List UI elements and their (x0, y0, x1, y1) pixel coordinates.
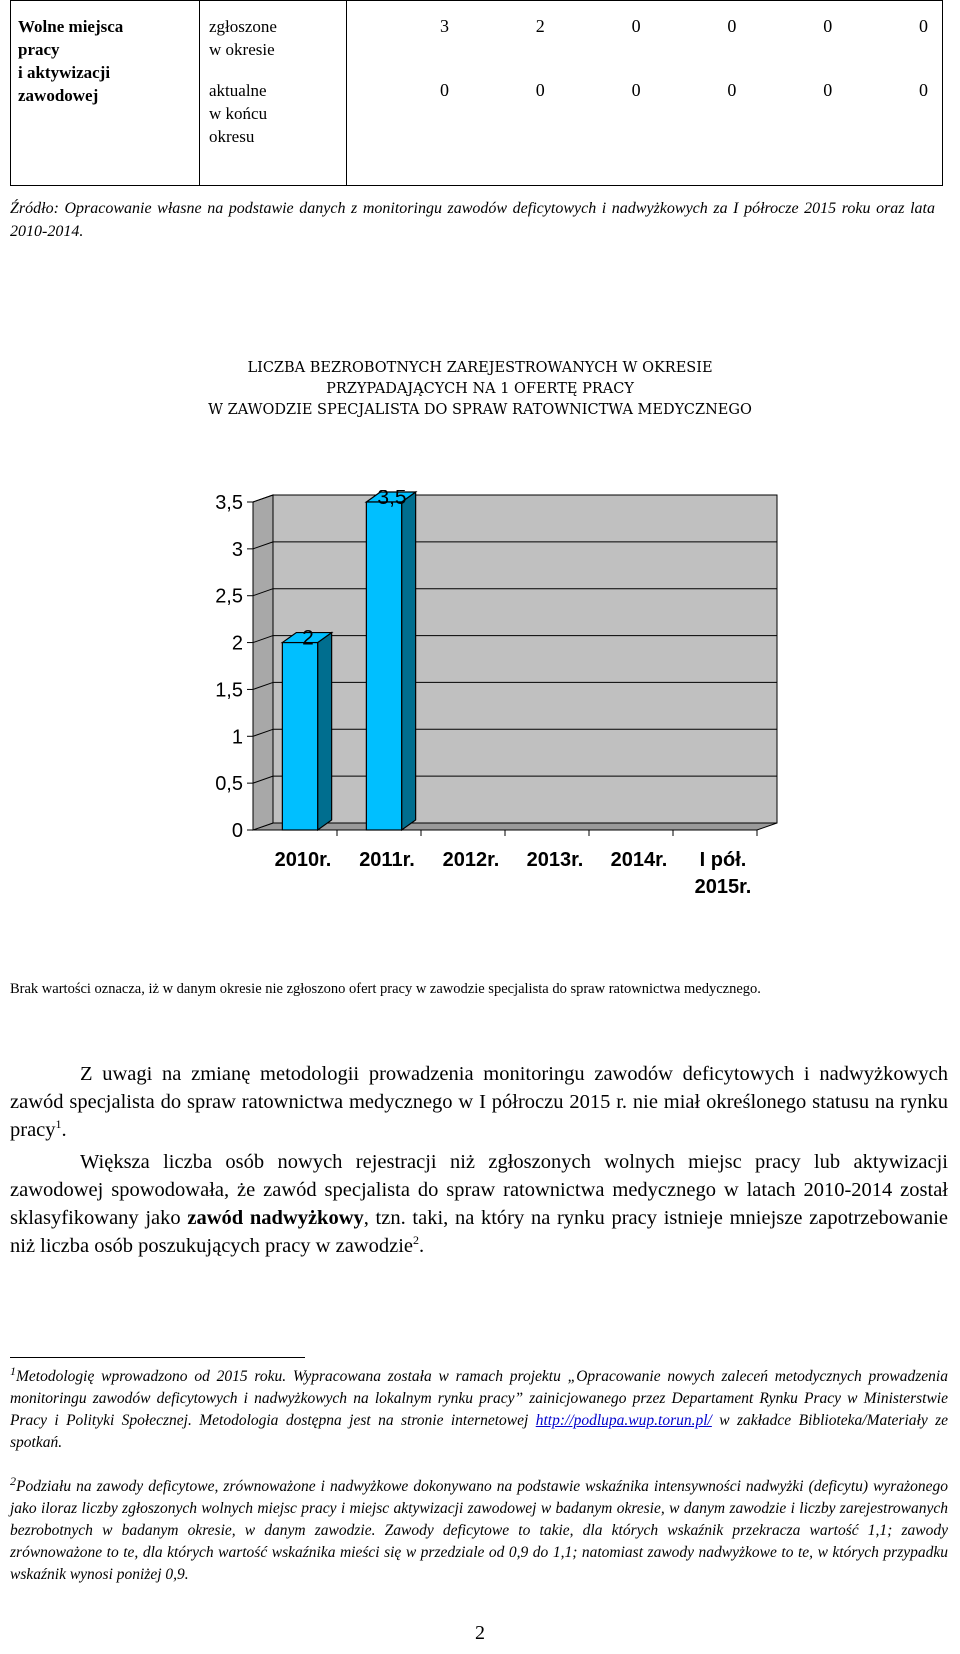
chart-floor (253, 823, 777, 830)
chart-back-wall (273, 495, 777, 823)
sub-label-line: aktualne (209, 81, 267, 100)
chart-note: Brak wartości oznacza, iż w danym okresie nie zgłoszono ofert pracy w zawodzie specjalista do spraw ratownictwa medycznego. (10, 981, 761, 997)
bar-data-label: 3,5 (377, 490, 407, 509)
paragraph-classification (10, 1148, 948, 1260)
footnote-1 (10, 1363, 949, 1454)
bold-term: zawód nadwyżkowy (187, 1207, 364, 1229)
paragraph-methodology (10, 1060, 948, 1144)
table-value: 0 (918, 80, 928, 100)
footnote-ref[interactable]: 2 (413, 1233, 420, 1248)
row-label-line: pracy (18, 40, 60, 59)
x-tick-label: 2015r. (694, 876, 752, 898)
x-tick-label: 2013r. (526, 849, 584, 871)
chart-title-line: LICZBA BEZROBOTNYCH ZAREJESTROWANYCH W OKRESIE (247, 360, 713, 376)
paragraph-end: . (61, 1119, 67, 1141)
row-label-line: zawodowej (18, 86, 99, 105)
table-value: 0 (535, 80, 545, 100)
y-tick-label: 0,5 (215, 773, 243, 796)
bar-side (318, 633, 332, 830)
sub-label-line: zgłoszone (209, 17, 277, 36)
bar-chart (200, 490, 820, 940)
row-label-line: Wolne miejsca (18, 17, 124, 36)
footnote-2 (10, 1473, 948, 1586)
y-tick-label: 1 (231, 726, 243, 749)
footnote-text: w zakładce Biblioteka/Materiały ze spotkań. (10, 1412, 949, 1451)
methodology-link[interactable]: http://podlupa.wup.torun.pl/ (535, 1412, 712, 1429)
table-value: 0 (823, 16, 833, 36)
x-tick-label: 2012r. (442, 849, 500, 871)
table-value: 0 (727, 80, 737, 100)
x-tick-label: 2010r. (274, 849, 332, 871)
footnote-mark: 1 (10, 1363, 16, 1378)
footnote-text: Metodologię wprowadzono od 2015 roku. Wypracowana została w ramach projektu „Opracowanie nowych zaleceń metodycznych prowadzenia monitoringu zawodów deficytowych i nadwyżkowych na lokalnym rynku pracy” zainicjowanego przez Departament Rynku Pracy w Ministerstwie Pracy i Polityki Społecznej. Metodologia dostępna jest na stronie internetowej (10, 1368, 948, 1429)
footnote-text: Podziału na zawody deficytowe, zrównoważone i nadwyżkowe dokonywano na podstawie wskaźnika intensywności nadwyżki (deficytu) wyrażonego jako iloraz liczby zgłoszonych wolnych miejsc pracy i miejsc aktywizacji zawodowej w badanym okresie, w danym zawodzie i liczby zarejestrowanych bezrobotnych w badanym okresie, w danym zawodzie. Zawody deficytowe to takie, dla których wskaźnik przekracza wartość 1,1; zawody zrównoważone to te, dla których wartość wskaźnika mieści się w przedziale od 0,9 do 1,1; natomiast zawody nadwyżkowe to te, w których przypadku wskaźnik wynosi poniżej 0,9. (10, 1478, 948, 1583)
y-tick-label: 2 (231, 632, 243, 655)
x-tick-label: I pół. (699, 849, 747, 871)
sub-label-cell (200, 1, 347, 186)
x-tick-label: 2011r. (359, 849, 415, 871)
page-number: 2 (475, 1622, 485, 1644)
paragraph-text: , tzn. taki, na który na rynku pracy istnieje mniejsze zapotrzebowanie niż liczba osób poszukujących pracy w zawodzie (10, 1207, 948, 1257)
sub-label-line: w końcu (209, 104, 268, 123)
table-value: 0 (631, 80, 641, 100)
paragraph-end: . (419, 1235, 425, 1257)
vacancies-table (10, 0, 943, 186)
row-reported-values (347, 16, 942, 37)
sub-label-line: w okresie (209, 40, 275, 59)
paragraph-text: Większa liczba osób nowych rejestracji niż zgłoszonych wolnych miejsc pracy lub aktywizacji zawodowej spowodowała, że zawód specjalista do spraw ratownictwa medycznego w latach 2010-2014 został sklasyfikowany jako (10, 1151, 948, 1229)
table-value: 0 (918, 16, 928, 36)
row-current-values (347, 80, 942, 101)
table-value: 0 (823, 80, 833, 100)
table-value: 0 (631, 16, 641, 36)
y-tick-label: 3,5 (215, 492, 243, 514)
source-note: Źródło: Opracowanie własne na podstawie danych z monitoringu zawodów deficytowych i nadwyżkowych za I półrocze 2015 roku oraz lata 2010-2014. (10, 200, 935, 240)
chart-title-line: PRZYPADAJĄCYCH NA 1 OFERTĘ PRACY (326, 381, 634, 397)
y-tick-label: 2,5 (215, 585, 243, 608)
bar (282, 643, 317, 830)
chart-title (0, 358, 960, 421)
footnote-separator (10, 1357, 305, 1358)
footnote-ref[interactable]: 1 (55, 1117, 62, 1132)
row-label-line: i aktywizacji (18, 63, 111, 82)
values-cell (347, 1, 943, 186)
row-label-cell (11, 1, 200, 186)
chart-title-line: W ZAWODZIE SPECJALISTA DO SPRAW RATOWNICTWA MEDYCZNEGO (208, 402, 752, 418)
sub-label-line: okresu (209, 127, 255, 146)
x-tick-label: 2014r. (610, 849, 668, 871)
paragraph-text: Z uwagi na zmianę metodologii prowadzenia monitoringu zawodów deficytowych i nadwyżkowych zawód specjalista do spraw ratownictwa medycznego w I półroczu 2015 r. nie miał określonego statusu na rynku pracy (10, 1063, 948, 1141)
bar-side (402, 492, 416, 830)
table-value: 0 (727, 16, 737, 36)
y-tick-label: 1,5 (215, 679, 243, 702)
table-value: 0 (440, 80, 449, 100)
bar-data-label: 2 (302, 626, 314, 650)
y-tick-label: 3 (231, 538, 243, 561)
y-tick-label: 0 (231, 820, 243, 842)
table-value: 3 (440, 16, 449, 36)
footnote-mark: 2 (10, 1473, 16, 1488)
table-value: 2 (535, 16, 545, 36)
bar (366, 502, 401, 830)
